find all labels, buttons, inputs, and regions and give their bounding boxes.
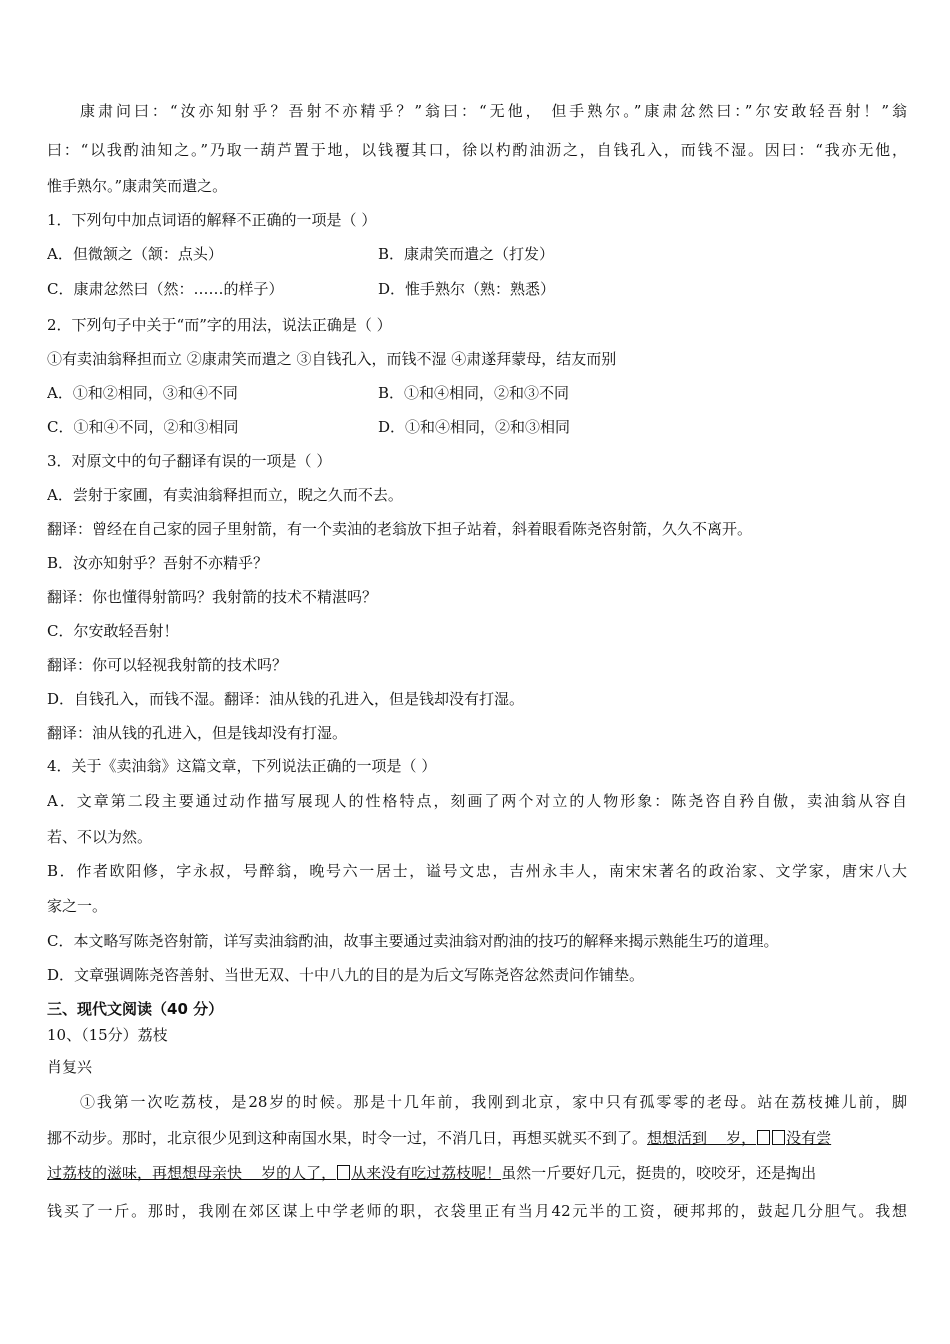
- question-10-title: 10、（15分）荔枝: [47, 1026, 168, 1044]
- passage-line-2: 曰：“以我酌油知之。”乃取一葫芦置于地，以钱覆其口，徐以杓酌油沥之，自钱孔入，而钱不湿。因曰：“我亦无他，: [47, 141, 907, 159]
- article-line-4: 钱买了一斤。那时，我刚在郊区谋上中学老师的职，衣袋里正有当月42元半的工资，硬邦邦的，鼓起几分胆气。我想: [47, 1202, 907, 1220]
- underlined-blank: [707, 1129, 726, 1147]
- q2-items: ①有卖油翁释担而立 ②康肃笑而遣之 ③自钱孔入，而钱不湿 ④肃遂拜蒙母，结友而别: [47, 350, 617, 368]
- q2-option-b: B．①和④相同，②和③不同: [378, 384, 570, 402]
- q4-stem: 4．关于《卖油翁》这篇文章，下列说法正确的一项是（ ）: [47, 757, 437, 775]
- q1-option-b: B．康肃笑而遣之（打发）: [378, 245, 555, 263]
- q4-option-d: D．文章强调陈尧咨善射、当世无双、十中八九的目的是为后文写陈尧咨忿然责问作铺垫。: [47, 966, 645, 984]
- q1-option-d: D．惟手熟尔（熟：熟悉）: [378, 280, 556, 298]
- q2-stem: 2．下列句子中关于“而”字的用法，说法正确是（ ）: [47, 316, 392, 334]
- article-line-3: [47, 1163, 907, 1183]
- q1-option-c: C．康肃忿然曰（然：……的样子）: [47, 280, 284, 298]
- q1-stem: 1．下列句中加点词语的解释不正确的一项是（ ）: [47, 211, 377, 229]
- q2-option-d: D．①和④相同，②和③相同: [378, 418, 571, 436]
- q4-option-a-line-2: 若、不以为然。: [47, 828, 153, 846]
- q4-option-a-line-1: A．文章第二段主要通过动作描写展现人的性格特点，刻画了两个对立的人物形象：陈尧咨自矜自傲，卖油翁从容自: [47, 792, 907, 810]
- q1-option-a: A．但微颔之（颔：点头）: [47, 245, 223, 263]
- underlined-phrase: 没有尝: [786, 1129, 832, 1147]
- q3-option-c: C．尔安敢轻吾射！: [47, 622, 179, 640]
- article-author: 肖复兴: [47, 1058, 93, 1076]
- missing-char-box: [757, 1130, 770, 1145]
- q3-stem: 3．对原文中的句子翻译有误的一项是（ ）: [47, 452, 332, 470]
- underlined-phrase: 过荔枝的滋味，再想想母亲快: [47, 1164, 243, 1182]
- missing-char-box: [337, 1165, 350, 1180]
- q3-option-d: D．自钱孔入，而钱不湿。翻译：油从钱的孔进入，但是钱却没有打湿。: [47, 690, 525, 708]
- underlined-blank: [242, 1164, 261, 1182]
- q4-option-c: C．本文略写陈尧咨射箭，详写卖油翁酌油，故事主要通过卖油翁对酌油的技巧的解释来揭示熟能生巧的道理。: [47, 932, 779, 950]
- q4-option-b-line-2: 家之一。: [47, 897, 108, 915]
- article-line-2: [47, 1128, 907, 1148]
- q3-option-c-translation: 翻译：你可以轻视我射箭的技术吗？: [47, 656, 288, 674]
- article-line-3-text: 虽然一斤要好几元，挺贵的，咬咬牙，还是掏出: [501, 1164, 817, 1182]
- section-heading: 三、现代文阅读（40 分）: [47, 1000, 224, 1018]
- q2-option-a: A．①和②相同，③和④不同: [47, 384, 238, 402]
- underlined-phrase: 岁的人了，: [261, 1164, 337, 1182]
- q3-option-b: B．汝亦知射乎？吾射不亦精乎？: [47, 554, 269, 572]
- q2-option-c: C．①和④不同，②和③相同: [47, 418, 239, 436]
- article-line-2-text: 挪不动步。那时，北京很少见到这种南国水果，时令一过，不消几日，再想买就买不到了。: [47, 1129, 648, 1147]
- passage-line-3: 惟手熟尔。”康肃笑而遣之。: [47, 177, 228, 195]
- underlined-phrase: 岁，: [726, 1129, 757, 1147]
- underlined-phrase: 想想活到: [647, 1129, 708, 1147]
- q3-option-a: A．尝射于家圃，有卖油翁释担而立，睨之久而不去。: [47, 486, 403, 504]
- q3-option-b-translation: 翻译：你也懂得射箭吗？我射箭的技术不精湛吗？: [47, 588, 378, 606]
- missing-char-box: [772, 1130, 785, 1145]
- article-line-1: ①我第一次吃荔枝，是28岁的时候。那是十几年前，我刚到北京，家中只有孤零零的老母。站在荔枝摊儿前，脚: [80, 1093, 907, 1111]
- q3-option-d-translation: 翻译：油从钱的孔进入，但是钱却没有打湿。: [47, 724, 348, 742]
- passage-line-1: 康肃问曰：“汝亦知射乎？吾射不亦精乎？”翁曰：“无他， 但手熟尔。”康肃忿然曰：”尔安敢轻吾射！”翁: [80, 102, 907, 120]
- underlined-phrase: 从来没有吃过荔枝呢！: [351, 1164, 502, 1182]
- q4-option-b-line-1: B．作者欧阳修，字永叔，号醉翁，晚号六一居士，谥号文忠，吉州永丰人，南宋宋著名的政治家、文学家，唐宋八大: [47, 862, 907, 880]
- q3-option-a-translation: 翻译：曾经在自己家的园子里射箭，有一个卖油的老翁放下担子站着，斜着眼看陈尧咨射箭，久久不离开。: [47, 520, 753, 538]
